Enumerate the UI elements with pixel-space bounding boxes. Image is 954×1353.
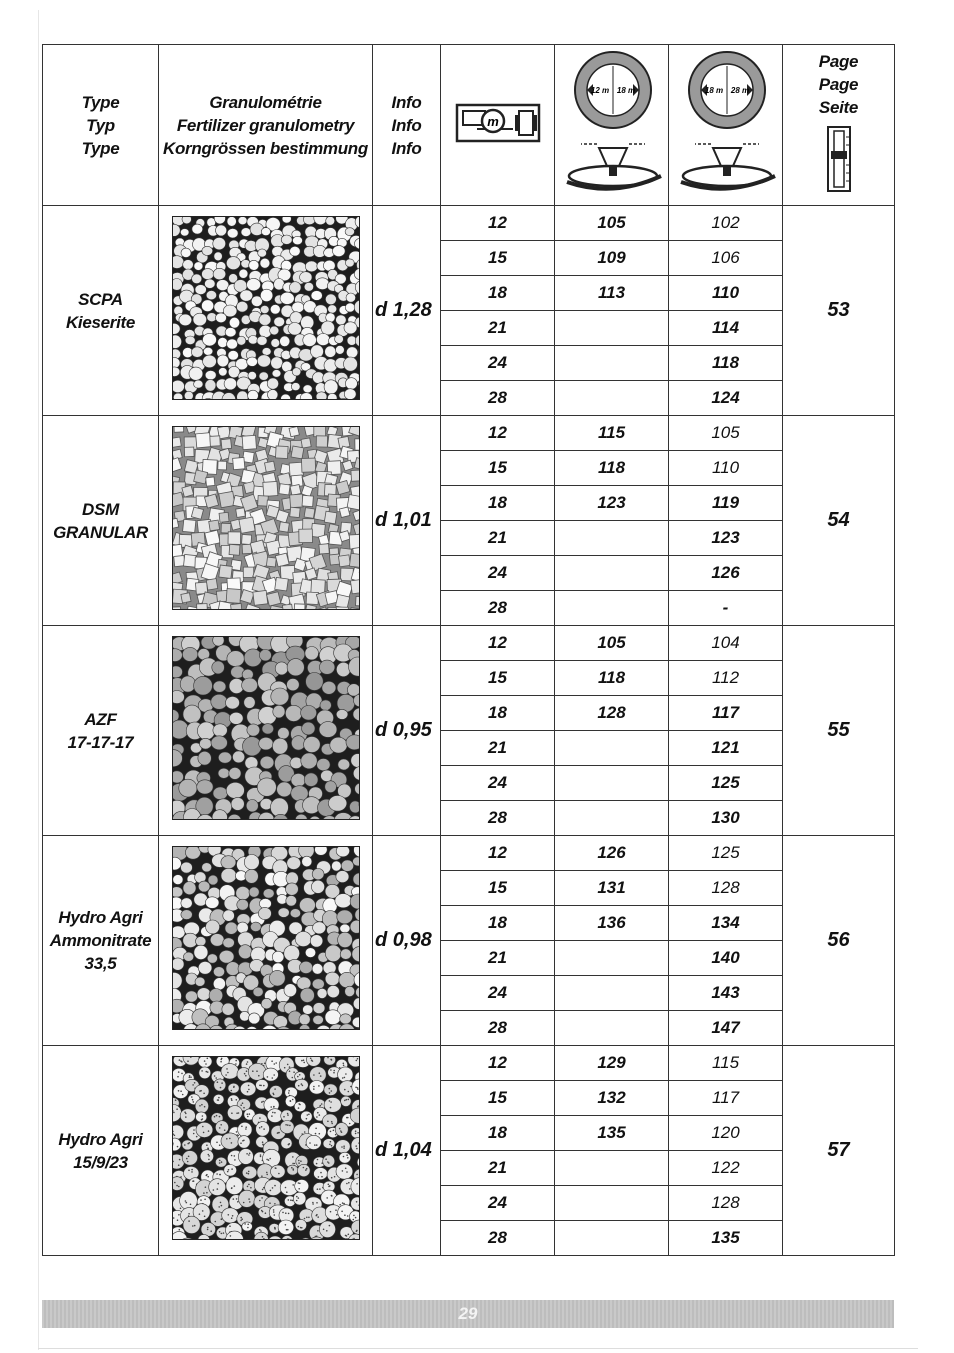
header-disc-18-28: [669, 45, 783, 206]
page-reference: 53: [783, 206, 895, 416]
header-disc-12-18: [555, 45, 669, 206]
header-row: [43, 45, 895, 206]
working-width-value: 21: [441, 941, 555, 976]
disc-18-28-setting: 110: [669, 451, 783, 486]
working-width-value: 15: [441, 661, 555, 696]
working-width-value: 12: [441, 1046, 555, 1081]
disc-12-18-setting: [555, 766, 669, 801]
disc-12-18-setting: [555, 556, 669, 591]
page-label-de: Seite: [818, 98, 859, 117]
working-width-value: 18: [441, 906, 555, 941]
disc-12-18-setting: 131: [555, 871, 669, 906]
product-name-line: Hydro Agri: [58, 1129, 143, 1149]
product-name-line: 33,5: [84, 954, 117, 973]
disc-12-18-setting: 115: [555, 416, 669, 451]
disc-12-18-setting: [555, 941, 669, 976]
disc1-right-label: 18 m: [616, 85, 635, 95]
disc-12-18-setting: [555, 381, 669, 416]
disc-18-28-setting: 123: [669, 521, 783, 556]
working-width-value: 21: [441, 731, 555, 766]
info-label-en: Info: [391, 115, 422, 135]
disc1-left-label: 12 m: [590, 85, 609, 95]
product-name-line: Hydro Agri: [58, 908, 143, 927]
disc2-right-label: 28 m: [730, 85, 749, 95]
disc-12-18-setting: 123: [555, 486, 669, 521]
disc-18-28-setting: 124: [669, 381, 783, 416]
working-width-value: 12: [441, 836, 555, 871]
page-reference: 55: [783, 626, 895, 836]
header-info: [373, 45, 441, 206]
density-value: d 1,04: [373, 1046, 441, 1256]
disc-12-18-setting: [555, 976, 669, 1011]
working-width-value: 15: [441, 1081, 555, 1116]
working-width-value: 24: [441, 556, 555, 591]
product-name-line: GRANULAR: [53, 522, 148, 542]
fertilizer-table: [42, 44, 895, 1256]
page-label-fr: Page: [818, 52, 859, 71]
granule-texture: [173, 217, 359, 399]
disc-12-18-setting: 126: [555, 836, 669, 871]
disc-12-18-setting: [555, 801, 669, 836]
disc-18-28-setting: 114: [669, 311, 783, 346]
granulometry-photo-cell: [159, 1046, 373, 1256]
page-reference: 54: [783, 416, 895, 626]
disc-18-28-setting: 115: [669, 1046, 783, 1081]
product-name-line: 17-17-17: [67, 732, 134, 752]
product-name: [43, 416, 159, 626]
density-value: d 0,98: [373, 836, 441, 1046]
header-working-width: [441, 45, 555, 206]
granulometry-photo-cell: [159, 836, 373, 1046]
table-row: [43, 206, 895, 241]
product-name-line: 15/9/23: [73, 1152, 128, 1172]
granulometry-photo: [172, 636, 360, 820]
disc-18-28-setting: 135: [669, 1221, 783, 1256]
disc-18-28-setting: 117: [669, 696, 783, 731]
header-type: [43, 45, 159, 206]
table-row: [43, 626, 895, 661]
disc-12-18-setting: [555, 346, 669, 381]
working-width-value: 28: [441, 591, 555, 626]
disc-12-18-setting: [555, 521, 669, 556]
working-width-value: 12: [441, 626, 555, 661]
working-width-value: 28: [441, 1221, 555, 1256]
disc-18-28-setting: 121: [669, 731, 783, 766]
disc-18-28-setting: 110: [669, 276, 783, 311]
product-name: [43, 206, 159, 416]
disc-12-18-setting: [555, 731, 669, 766]
spreading-disc-18-28-icon: [671, 48, 781, 198]
working-width-value: 28: [441, 381, 555, 416]
type-label-de: Type: [81, 138, 120, 158]
disc-12-18-setting: 136: [555, 906, 669, 941]
info-label-fr: Info: [391, 92, 422, 112]
disc-18-28-setting: 143: [669, 976, 783, 1011]
granulometry-photo: [172, 216, 360, 400]
disc-12-18-setting: [555, 1186, 669, 1221]
granulometry-label-de: Korngrössen bestimmung: [163, 138, 368, 158]
working-width-value: 15: [441, 871, 555, 906]
working-width-value: 18: [441, 696, 555, 731]
product-name-line: AZF: [84, 709, 117, 729]
header-page: [783, 45, 895, 206]
granule-texture: [173, 1057, 359, 1239]
page-label-en: Page: [818, 75, 859, 94]
info-label-de: Info: [391, 138, 422, 158]
page-number: 29: [458, 1304, 478, 1323]
table-row: [43, 836, 895, 871]
header-granulometry: [159, 45, 373, 206]
table-row: [43, 416, 895, 451]
disc-12-18-setting: [555, 591, 669, 626]
working-width-value: 15: [441, 241, 555, 276]
disc-12-18-setting: 118: [555, 661, 669, 696]
disc-18-28-setting: 118: [669, 346, 783, 381]
table-row: [43, 1046, 895, 1081]
granulometry-photo: [172, 846, 360, 1030]
disc-18-28-setting: 125: [669, 836, 783, 871]
granulometry-label-fr: Granulométrie: [209, 92, 322, 112]
disc-18-28-setting: 128: [669, 871, 783, 906]
density-value: d 1,01: [373, 416, 441, 626]
disc-18-28-setting: 122: [669, 1151, 783, 1186]
product-name: [43, 1046, 159, 1256]
disc-18-28-setting: 140: [669, 941, 783, 976]
granulometry-photo: [172, 1056, 360, 1240]
granule-texture: [173, 847, 359, 1029]
working-width-value: 24: [441, 766, 555, 801]
granulometry-photo-cell: [159, 416, 373, 626]
granulometry-photo-cell: [159, 206, 373, 416]
disc-18-28-setting: 130: [669, 801, 783, 836]
granulometry-label-en: Fertilizer granulometry: [176, 115, 355, 135]
disc-18-28-setting: 112: [669, 661, 783, 696]
page-reference: 57: [783, 1046, 895, 1256]
page-reference: 56: [783, 836, 895, 1046]
disc-18-28-setting: 125: [669, 766, 783, 801]
working-width-value: 24: [441, 1186, 555, 1221]
disc-12-18-setting: [555, 1151, 669, 1186]
disc-12-18-setting: 132: [555, 1081, 669, 1116]
disc-18-28-setting: 104: [669, 626, 783, 661]
working-width-icon: [455, 99, 541, 147]
working-width-value: 24: [441, 346, 555, 381]
granulometry-photo-cell: [159, 626, 373, 836]
working-width-value: 21: [441, 1151, 555, 1186]
disc-18-28-setting: 102: [669, 206, 783, 241]
granule-texture: [173, 427, 359, 609]
disc-12-18-setting: [555, 1011, 669, 1046]
bottom-line: [38, 1348, 918, 1349]
type-label-fr: Type: [81, 92, 120, 112]
disc-18-28-setting: 126: [669, 556, 783, 591]
product-name-line: DSM: [82, 499, 119, 519]
disc-12-18-setting: 135: [555, 1116, 669, 1151]
working-width-value: 18: [441, 486, 555, 521]
scale-slider-icon: [824, 125, 854, 195]
working-width-value: 12: [441, 416, 555, 451]
disc2-left-label: 18 m: [704, 85, 723, 95]
working-width-value: 28: [441, 801, 555, 836]
svg-text:m: m: [486, 113, 499, 129]
disc-12-18-setting: [555, 311, 669, 346]
footer-bar: [42, 1300, 894, 1328]
working-width-value: 12: [441, 206, 555, 241]
spreading-disc-12-18-icon: [557, 48, 667, 198]
working-width-value: 18: [441, 276, 555, 311]
disc-12-18-setting: 118: [555, 451, 669, 486]
product-name: [43, 836, 159, 1046]
product-name-line: Kieserite: [65, 312, 136, 332]
density-value: d 0,95: [373, 626, 441, 836]
product-name-line: Ammonitrate: [49, 931, 152, 950]
working-width-value: 24: [441, 976, 555, 1011]
disc-12-18-setting: 113: [555, 276, 669, 311]
working-width-value: 21: [441, 311, 555, 346]
disc-18-28-setting: 147: [669, 1011, 783, 1046]
disc-12-18-setting: [555, 1221, 669, 1256]
disc-12-18-setting: 109: [555, 241, 669, 276]
disc-18-28-setting: 106: [669, 241, 783, 276]
working-width-value: 18: [441, 1116, 555, 1151]
granule-texture: [173, 637, 359, 819]
working-width-value: 15: [441, 451, 555, 486]
product-name: [43, 626, 159, 836]
disc-18-28-setting: 120: [669, 1116, 783, 1151]
disc-12-18-setting: 105: [555, 626, 669, 661]
disc-18-28-setting: 105: [669, 416, 783, 451]
working-width-value: 21: [441, 521, 555, 556]
disc-12-18-setting: 129: [555, 1046, 669, 1081]
working-width-value: 28: [441, 1011, 555, 1046]
product-name-line: SCPA: [78, 289, 123, 309]
disc-18-28-setting: 134: [669, 906, 783, 941]
disc-18-28-setting: -: [669, 591, 783, 626]
type-label-en: Typ: [86, 115, 115, 135]
disc-18-28-setting: 119: [669, 486, 783, 521]
density-value: d 1,28: [373, 206, 441, 416]
disc-12-18-setting: 128: [555, 696, 669, 731]
disc-12-18-setting: 105: [555, 206, 669, 241]
disc-18-28-setting: 128: [669, 1186, 783, 1221]
granulometry-photo: [172, 426, 360, 610]
disc-18-28-setting: 117: [669, 1081, 783, 1116]
